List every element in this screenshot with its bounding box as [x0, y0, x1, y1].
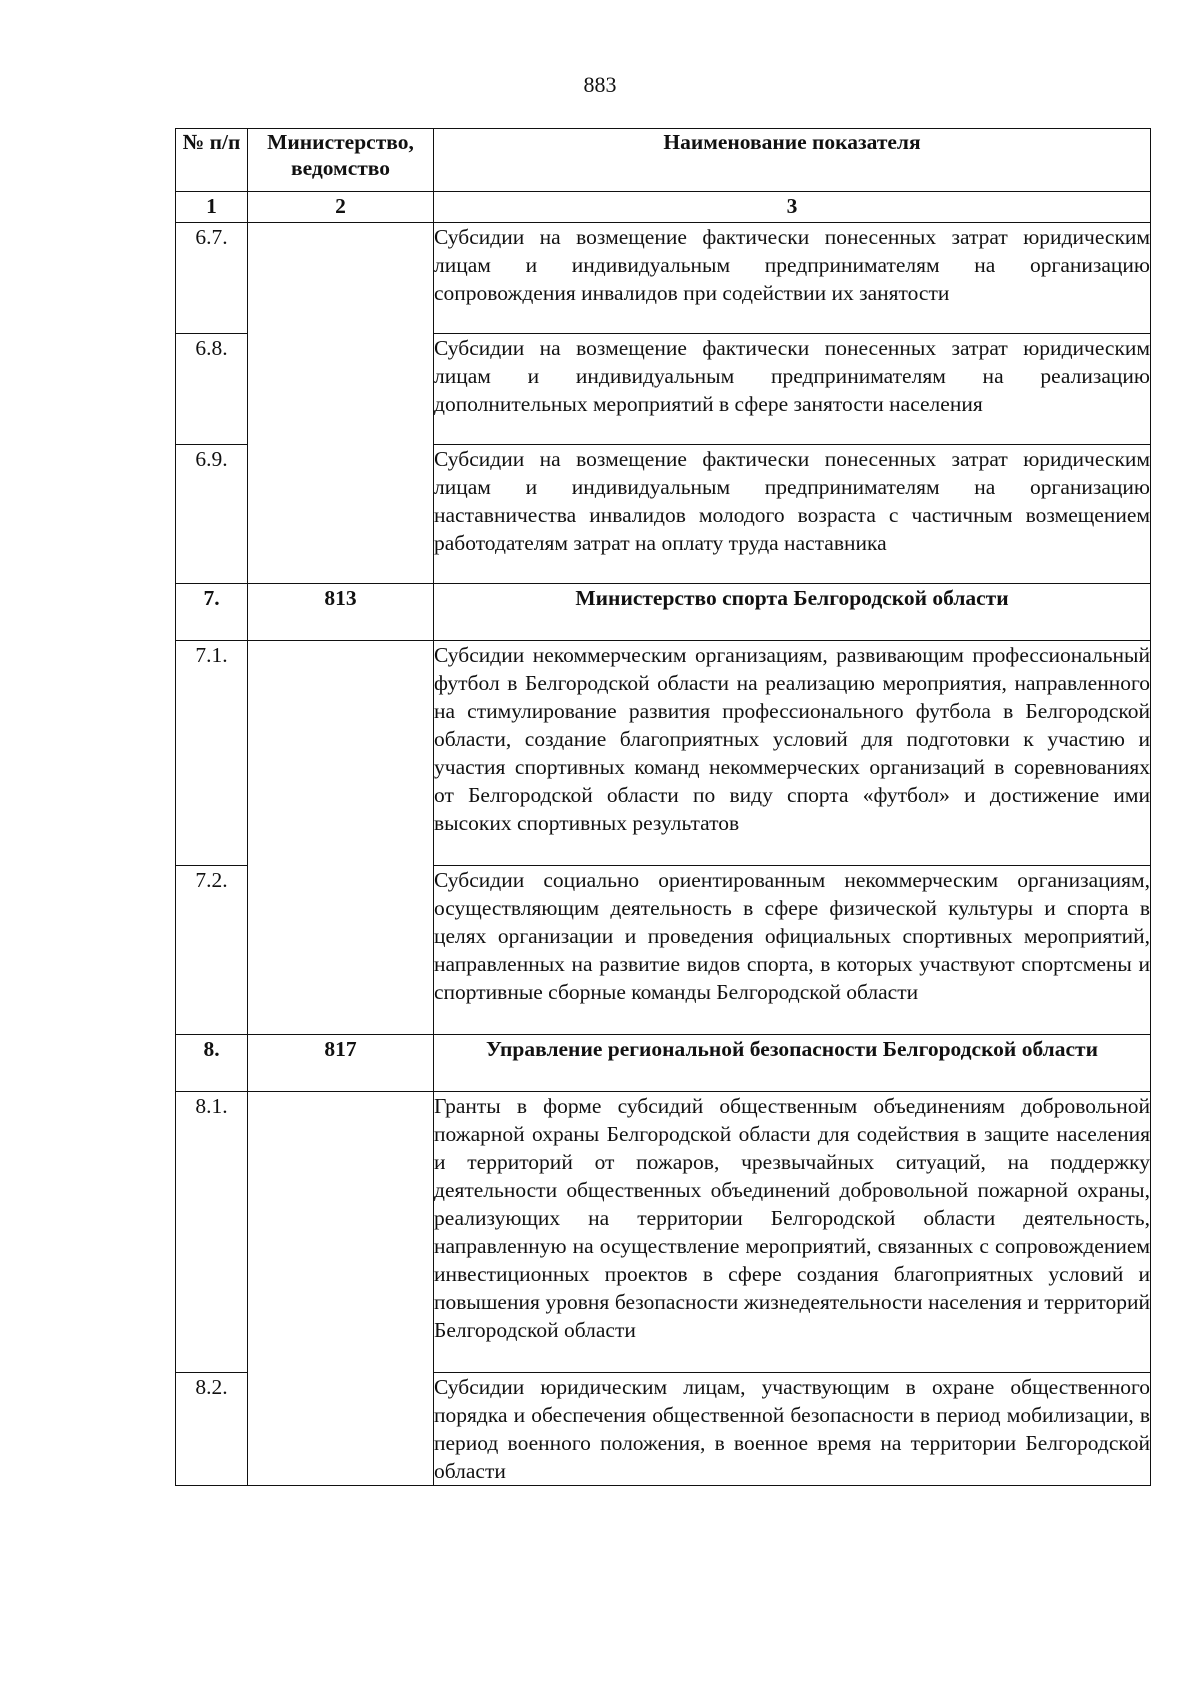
table-row	[176, 1035, 1151, 1092]
row-number: 6.7.	[176, 223, 248, 334]
row-number: 7.1.	[176, 641, 248, 866]
indicator-name: Субсидии на возмещение фактически понесенных затрат юридическим лицам и индивидуальным предпринимателям на реализацию дополнительных мероприятий в сфере занятости населения	[434, 334, 1151, 445]
header-number: № п/п	[176, 129, 248, 192]
row-number: 7.2.	[176, 866, 248, 1035]
row-number: 6.8.	[176, 334, 248, 445]
row-number: 7.	[176, 584, 248, 641]
indicator-name: Субсидии на возмещение фактически понесенных затрат юридическим лицам и индивидуальным предпринимателям на организацию сопровождения инвалидов при содействии их занятости	[434, 223, 1151, 334]
indicator-name: Субсидии социально ориентированным некоммерческим организациям, осуществляющим деятельность в сфере физической культуры и спорта в целях организации и проведения официальных спортивных мероприятий, направленных на развитие видов спорта, в которых участвуют спортсмены и спортивные сборные команды Белгородской области	[434, 866, 1151, 1035]
header-ministry: Министерство, ведомство	[248, 129, 434, 192]
row-number: 8.2.	[176, 1373, 248, 1486]
ministry-cell	[248, 223, 434, 584]
indicator-name: Гранты в форме субсидий общественным объединениям добровольной пожарной охраны Белгородской области для содействия в защите населения и территорий от пожаров, чрезвычайных ситуаций, на поддержку деятельности общественных объединений добровольной пожарной охраны, реализующих на территории Белгородской области деятельность, направленную на осуществление мероприятий, связанных с сопровождением инвестиционных проектов в сфере создания благоприятных условий и повышения уровня безопасности жизнедеятельности населения и территорий Белгородской области	[434, 1092, 1151, 1373]
table-row	[176, 1092, 1151, 1373]
ministry-cell	[248, 1092, 434, 1486]
table-row	[176, 584, 1151, 641]
table-row	[176, 641, 1151, 866]
column-number-row	[176, 192, 1151, 223]
ministry-code: 813	[248, 584, 434, 641]
indicator-name: Субсидии на возмещение фактически понесенных затрат юридическим лицам и индивидуальным предпринимателям на организацию наставничества инвалидов молодого возраста с частичным возмещением работодателям затрат на оплату труда наставника	[434, 445, 1151, 584]
page-number: 883	[583, 72, 617, 97]
indicator-name: Субсидии юридическим лицам, участвующим в охране общественного порядка и обеспечения общественной безопасности в период мобилизации, в период военного положения, в военное время на территории Белгородской области	[434, 1373, 1151, 1486]
table-row	[176, 223, 1151, 334]
ministry-cell	[248, 641, 434, 1035]
column-number: 3	[434, 192, 1151, 223]
header-row	[176, 129, 1151, 192]
column-number: 2	[248, 192, 434, 223]
indicators-table	[175, 128, 1151, 1486]
row-number: 8.1.	[176, 1092, 248, 1373]
ministry-name: Министерство спорта Белгородской области	[434, 584, 1151, 641]
ministry-name: Управление региональной безопасности Белгородской области	[434, 1035, 1151, 1092]
header-indicator-name: Наименование показателя	[434, 129, 1151, 192]
column-number: 1	[176, 192, 248, 223]
row-number: 8.	[176, 1035, 248, 1092]
indicator-name: Субсидии некоммерческим организациям, развивающим профессиональный футбол в Белгородской области на реализацию мероприятия, направленного на стимулирование развития профессионального футбола в Белгородской области, создание благоприятных условий для подготовки к участию и участия спортивных команд некоммерческих организаций в соревнованиях от Белгородской области по виду спорта «футбол» и достижение ими высоких спортивных результатов	[434, 641, 1151, 866]
row-number: 6.9.	[176, 445, 248, 584]
ministry-code: 817	[248, 1035, 434, 1092]
